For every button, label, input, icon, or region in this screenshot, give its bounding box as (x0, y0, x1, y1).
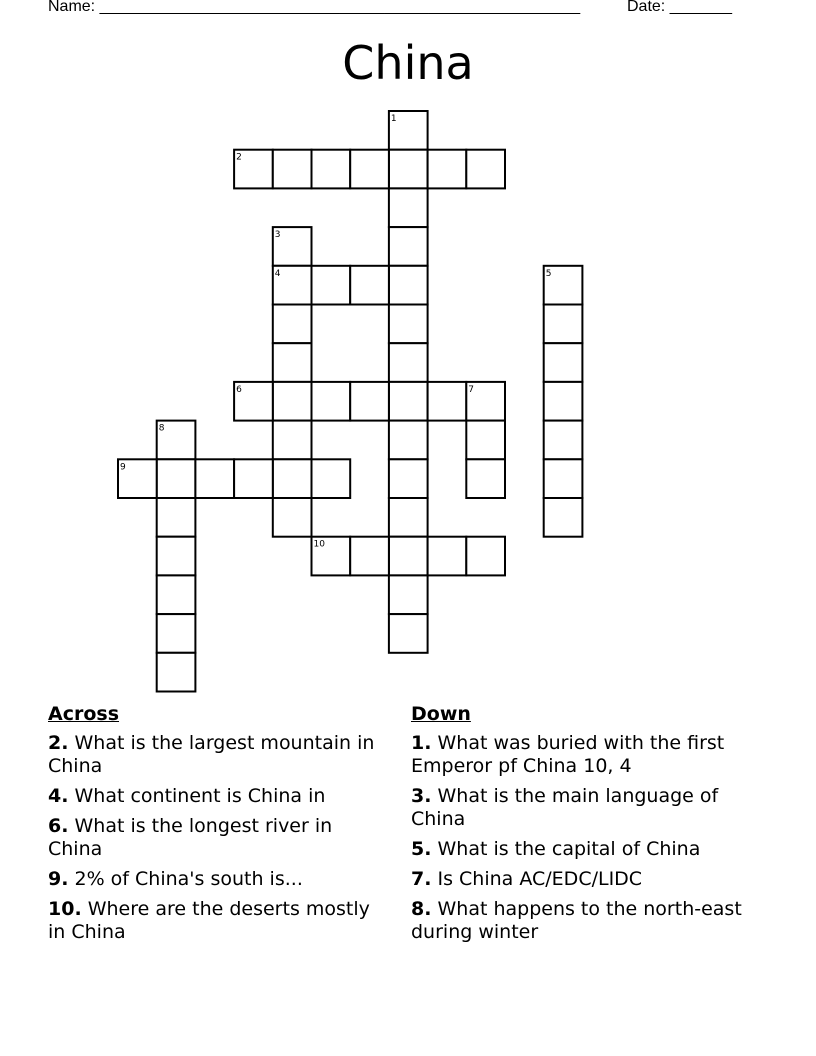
grid-cell[interactable] (389, 227, 428, 266)
clue-text: What is the longest river in China (48, 815, 333, 860)
across-clue-9 (48, 868, 378, 891)
clue-number: 5. (411, 838, 432, 860)
grid-cell[interactable] (312, 150, 351, 189)
clue-number: 2. (48, 732, 69, 754)
page-title: China (342, 36, 474, 90)
grid-cell[interactable] (466, 421, 505, 460)
grid-cell[interactable] (389, 459, 428, 498)
across-clue-4 (48, 785, 378, 808)
grid-cell[interactable] (389, 575, 428, 614)
grid-cell[interactable] (389, 382, 428, 421)
across-heading: Across (48, 703, 120, 725)
clue-text: Is China AC/EDC/LIDC (431, 868, 643, 890)
grid-cell[interactable] (273, 150, 312, 189)
grid-cell[interactable] (157, 498, 196, 537)
clue-text: What is the largest mountain in China (48, 732, 375, 777)
clue-number: 4. (48, 785, 69, 807)
grid-cell[interactable] (350, 266, 389, 305)
grid-cell[interactable] (312, 459, 351, 498)
across-clues (48, 703, 378, 951)
clue-number: 10. (48, 898, 82, 920)
cell-number: 10 (313, 539, 325, 550)
grid-cell[interactable] (157, 614, 196, 653)
cell-number: 2 (236, 152, 242, 163)
grid-cell[interactable] (544, 343, 583, 382)
clue-text: What is the capital of China (431, 838, 701, 860)
cell-number: 9 (120, 462, 126, 473)
clue-number: 1. (411, 732, 432, 754)
grid-cell[interactable] (544, 498, 583, 537)
grid-cell[interactable] (312, 266, 351, 305)
grid-cell[interactable] (389, 421, 428, 460)
grid-cell[interactable] (389, 498, 428, 537)
grid-cell[interactable] (466, 537, 505, 576)
grid-cell[interactable] (273, 305, 312, 344)
clue-text: What was buried with the first Emperor pf China 10, 4 (411, 732, 725, 777)
grid-cell[interactable] (273, 498, 312, 537)
grid-cell[interactable] (350, 150, 389, 189)
grid-cell[interactable] (157, 459, 196, 498)
cell-number: 4 (274, 268, 281, 279)
cell-number: 1 (390, 114, 397, 124)
grid-cell[interactable] (544, 421, 583, 460)
clue-text: What continent is China in (68, 785, 326, 807)
clue-text: What happens to the north-east during winter (411, 898, 742, 943)
grid-cell[interactable] (157, 575, 196, 614)
clue-number: 6. (48, 815, 69, 837)
grid-cell[interactable] (466, 459, 505, 498)
cell-number: 6 (236, 384, 242, 395)
grid-cell[interactable] (273, 459, 312, 498)
grid-cell[interactable] (195, 459, 234, 498)
grid-cell[interactable] (157, 537, 196, 576)
clue-number: 8. (411, 898, 432, 920)
grid-cell[interactable] (312, 382, 351, 421)
clue-text: 2% of China's south is... (68, 868, 303, 890)
clue-text: Where are the deserts mostly in China (48, 898, 370, 943)
grid-cell[interactable] (273, 382, 312, 421)
name-field-label: Name: ______________________________________________________ (48, 0, 581, 15)
grid-cell[interactable] (428, 150, 467, 189)
grid-cell[interactable] (544, 382, 583, 421)
grid-cell[interactable] (157, 653, 196, 692)
across-clue-2 (48, 732, 378, 778)
down-clue-1 (411, 732, 756, 778)
down-clue-3 (411, 785, 756, 831)
down-clue-7 (411, 868, 756, 891)
grid-cell[interactable] (466, 150, 505, 189)
grid-cell[interactable] (428, 382, 467, 421)
across-clue-10 (48, 898, 378, 944)
grid-cell[interactable] (428, 537, 467, 576)
grid-cell[interactable] (389, 188, 428, 227)
cell-number: 8 (158, 423, 165, 434)
grid-cell[interactable] (389, 343, 428, 382)
grid-cell[interactable] (350, 382, 389, 421)
clue-text: What is the main language of China (411, 785, 719, 830)
grid-cell[interactable] (544, 459, 583, 498)
grid-cell[interactable] (389, 614, 428, 653)
grid-cell[interactable] (273, 421, 312, 460)
down-heading: Down (411, 703, 471, 725)
cell-number: 5 (545, 268, 552, 279)
grid-cell[interactable] (350, 537, 389, 576)
clue-number: 9. (48, 868, 69, 890)
grid-cell[interactable] (389, 537, 428, 576)
down-clue-8 (411, 898, 756, 944)
down-clue-5 (411, 838, 756, 861)
grid-cell[interactable] (389, 150, 428, 189)
date-field-label: Date: _______ (627, 0, 732, 15)
grid-cell[interactable] (544, 305, 583, 344)
grid-cell[interactable] (273, 343, 312, 382)
grid-cell[interactable] (389, 305, 428, 344)
cell-number: 7 (468, 384, 475, 395)
grid-cell[interactable] (389, 266, 428, 305)
grid-cell[interactable] (234, 459, 273, 498)
down-clues (411, 703, 756, 951)
cell-number: 3 (274, 230, 281, 241)
across-clue-6 (48, 815, 378, 861)
clue-number: 7. (411, 868, 432, 890)
clue-number: 3. (411, 785, 432, 807)
